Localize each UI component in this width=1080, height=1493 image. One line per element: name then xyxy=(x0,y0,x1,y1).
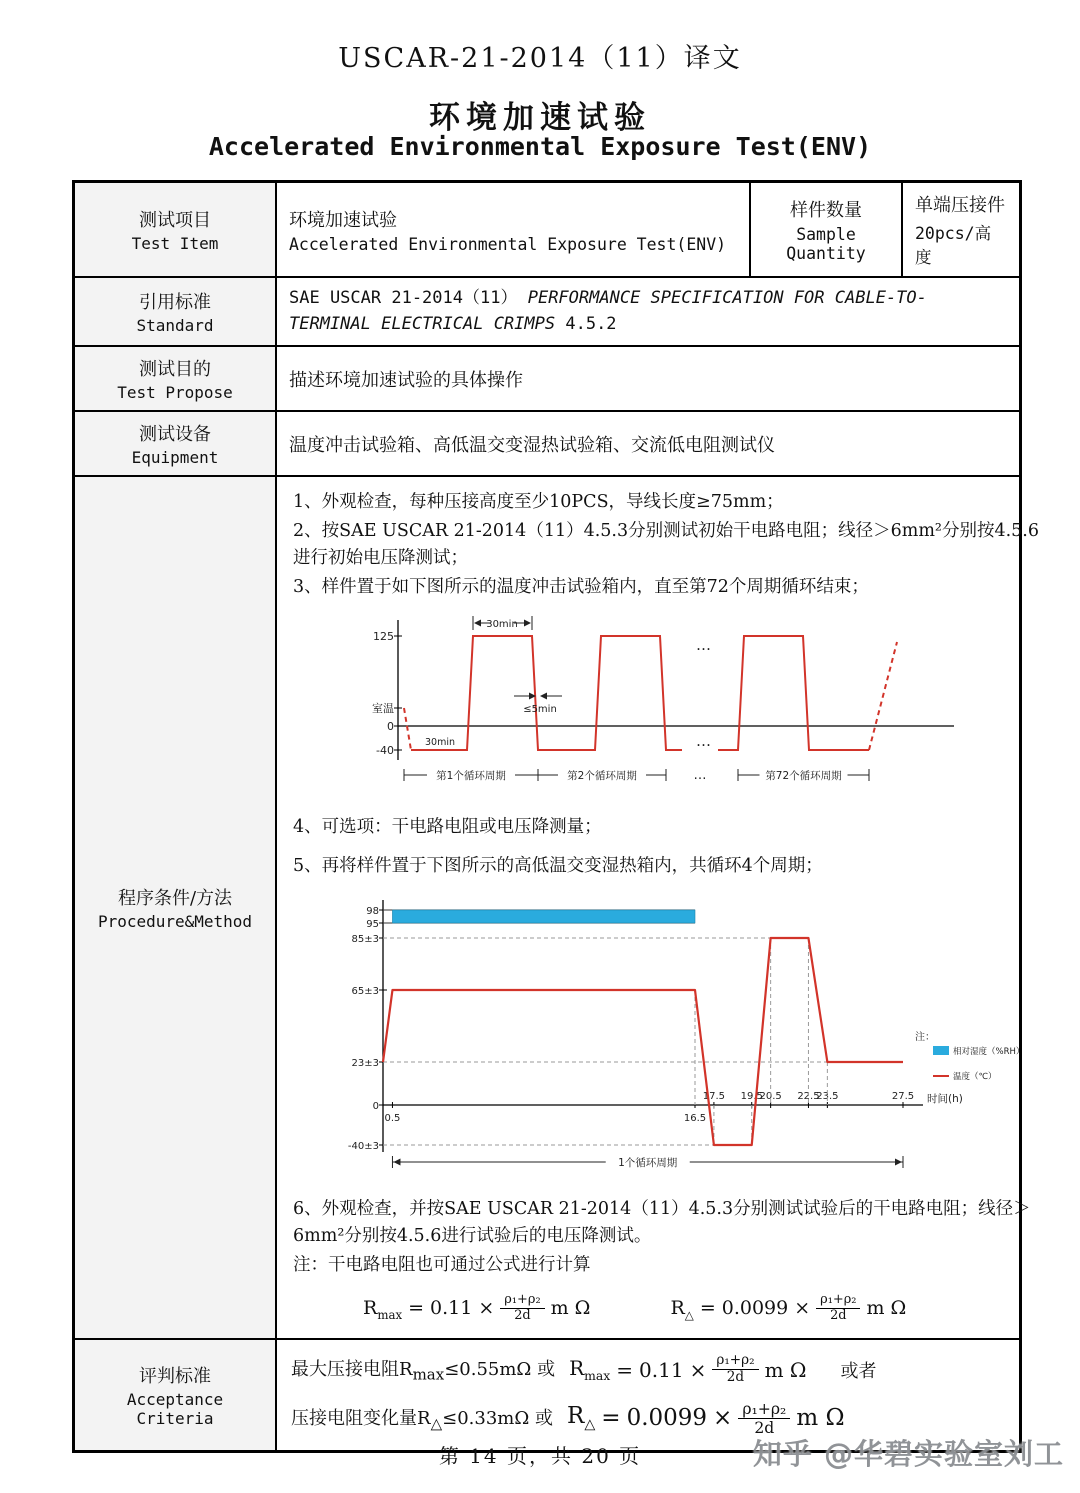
standard-value-prefix: SAE USCAR 21-2014（11） xyxy=(289,288,518,308)
standard-value xyxy=(289,286,1007,337)
procedure-step-5: 5、再将样件置于下图所示的高低温交变湿热箱内，共循环4个周期； xyxy=(293,855,823,876)
standard-value-clause: 4.5.2 xyxy=(565,313,617,334)
svg-text:17.5: 17.5 xyxy=(702,1090,726,1102)
formula-unit: m Ω xyxy=(866,1297,907,1320)
acceptance-label-en: Acceptance Criteria xyxy=(126,1390,224,1429)
test-item-value-zh: 环境加速试验 xyxy=(289,209,397,231)
row-standard xyxy=(75,276,1019,345)
formula-times: × xyxy=(478,1297,495,1320)
standard-value-cell xyxy=(275,278,1019,345)
humidity-cycle-chart xyxy=(343,890,1043,1175)
thermal-shock-chart xyxy=(348,608,968,793)
acceptance-label-cell xyxy=(75,1340,275,1450)
svg-text:65±3: 65±3 xyxy=(351,985,379,997)
acceptance-label-zh: 评判标准 xyxy=(139,1366,211,1388)
formula-lhs: $R_{max}$ xyxy=(569,1356,611,1384)
svg-text:…: … xyxy=(696,731,711,750)
equipment-value: 温度冲击试验箱、高低温交变湿热试验箱、交流低电阻测试仪 xyxy=(289,434,775,456)
test-item-label-en: Test Item xyxy=(131,234,219,253)
test-item-label-zh: 测试项目 xyxy=(139,210,211,231)
formula-equals: = xyxy=(601,1405,621,1432)
purpose-label-zh: 测试目的 xyxy=(139,359,211,380)
formula-unit: m Ω xyxy=(550,1297,591,1320)
page-number: 第 14 页，共 20 页 xyxy=(438,1444,642,1468)
svg-text:第1个循环周期: 第1个循环周期 xyxy=(436,769,506,782)
procedure-content-cell xyxy=(275,477,1053,1338)
acceptance-line1-text: 最大压接电阻$R_{max}\le 0.55m\Omega$ 或 xyxy=(291,1359,556,1384)
svg-text:温度（℃）: 温度（℃） xyxy=(953,1071,997,1082)
equipment-value-cell xyxy=(275,412,1019,475)
procedure-step-2: 2、按SAE USCAR 21-2014（11）4.5.3分别测试初始干电路电阻；线径＞6mm²分别按4.5.6进行初始电压降测试； xyxy=(293,521,1039,569)
acceptance-line1-suffix: 或者 xyxy=(840,1360,877,1382)
test-item-value-cell xyxy=(275,183,749,276)
formula-fraction: $\frac{\text{ρ₁+ρ₂}}{2d}$ xyxy=(816,1293,860,1324)
procedure-formulas xyxy=(363,1293,1043,1324)
formula-fraction: $\frac{\text{ρ₁+ρ₂}}{2d}$ xyxy=(500,1293,544,1324)
svg-text:30min: 30min xyxy=(486,618,518,630)
acceptance-line-1 xyxy=(291,1353,1005,1385)
sample-quantity-value-cell xyxy=(901,183,1019,276)
formula-unit: m Ω xyxy=(764,1357,807,1382)
svg-text:23±3: 23±3 xyxy=(351,1057,379,1069)
svg-text:0: 0 xyxy=(372,1100,379,1112)
page-title-en: Accelerated Environmental Exposure Test(ENV) xyxy=(208,132,872,161)
row-equipment xyxy=(75,410,1019,475)
acceptance-formula-rmax xyxy=(569,1353,806,1385)
standard-label-zh: 引用标准 xyxy=(139,292,211,313)
procedure-note: 注：干电路电阻也可通过公式进行计算 xyxy=(293,1255,591,1276)
sample-quantity-value-line2: 20pcs/高度 xyxy=(915,224,992,267)
svg-text:30min: 30min xyxy=(424,736,456,748)
formula-equals: = xyxy=(616,1357,634,1382)
sample-quantity-label-zh: 样件数量 xyxy=(790,200,862,221)
svg-text:-40±3: -40±3 xyxy=(347,1140,379,1152)
procedure-step-4: 4、可选项：干电路电阻或电压降测量； xyxy=(293,816,602,837)
formula-coef: 0.11 xyxy=(430,1297,473,1320)
formula-equals: = xyxy=(699,1297,716,1320)
spec-table xyxy=(72,180,1039,1453)
thermal-shock-chart-wrap xyxy=(348,608,1043,802)
svg-text:20.5: 20.5 xyxy=(759,1090,782,1102)
procedure-label-zh: 程序条件/方法 xyxy=(117,888,233,910)
svg-text:-40: -40 xyxy=(376,743,394,757)
svg-text:…: … xyxy=(693,767,707,783)
formula-coef: 0.0099 xyxy=(721,1297,789,1320)
svg-text:≤5min: ≤5min xyxy=(523,703,557,715)
equipment-label-zh: 测试设备 xyxy=(139,424,211,445)
svg-text:室温: 室温 xyxy=(372,701,394,715)
acceptance-line2-text: 压接电阻变化量$R_\triangle\le 0.33m\Omega$ 或 xyxy=(291,1407,553,1433)
formula-fraction: $\frac{\text{ρ₁+ρ₂}}{2d}$ xyxy=(712,1353,758,1385)
svg-text:相对湿度（%RH）: 相对湿度（%RH） xyxy=(953,1046,1025,1057)
svg-text:95: 95 xyxy=(366,918,379,930)
formula-coef: 0.11 xyxy=(639,1357,684,1382)
procedure-step-1: 1、外观检查，每种压接高度至少10PCS，导线长度≥75mm； xyxy=(293,492,784,512)
doc-title: USCAR-21-2014（11）译文 xyxy=(338,43,742,74)
test-item-label-cell xyxy=(75,183,275,276)
svg-text:16.5: 16.5 xyxy=(683,1112,707,1124)
formula-times: × xyxy=(689,1357,707,1382)
standard-value-title: PERFORMANCE SPECIFICATION FOR CABLE-TO-TERMINAL ELECTRICAL CRIMPS xyxy=(289,288,927,334)
test-item-value-en: Accelerated Environmental Exposure Test(ENV) xyxy=(289,234,727,254)
row-purpose xyxy=(75,345,1019,410)
formula-fraction: $\frac{\text{ρ₁+ρ₂}}{2d}$ xyxy=(738,1400,790,1437)
svg-text:125: 125 xyxy=(373,629,394,643)
svg-text:19.5: 19.5 xyxy=(740,1090,763,1102)
svg-text:85±3: 85±3 xyxy=(351,933,379,945)
procedure-step-6: 6、外观检查，并按SAE USCAR 21-2014（11）4.5.3分别测试试验后的干电路电阻；线径＞6mm²分别按4.5.6进行试验后的电压降测试。 xyxy=(293,1199,1031,1247)
svg-text:98: 98 xyxy=(366,905,379,917)
formula-times: × xyxy=(713,1405,733,1432)
row-procedure xyxy=(75,475,1039,1338)
procedure-step-3: 3、样件置于如下图所示的温度冲击试验箱内，直至第72个周期循环结束； xyxy=(293,577,869,598)
procedure-label-cell xyxy=(75,477,275,1338)
sample-quantity-label-cell xyxy=(749,183,901,276)
svg-text:22.5: 22.5 xyxy=(797,1090,820,1102)
equipment-label-en: Equipment xyxy=(131,448,219,467)
sample-quantity-value-line1: 单端压接件 xyxy=(915,195,1005,216)
standard-label-cell xyxy=(75,278,275,345)
svg-text:0: 0 xyxy=(387,719,394,733)
watermark: 知乎 @华碧实验室刘工 xyxy=(752,1437,1064,1471)
formula-equals: = xyxy=(408,1297,425,1320)
formula-times: × xyxy=(794,1297,811,1320)
svg-text:1个循环周期: 1个循环周期 xyxy=(618,1156,678,1169)
svg-text:第2个循环周期: 第2个循环周期 xyxy=(567,769,637,782)
page-title-zh: 环境加速试验 xyxy=(429,100,651,136)
standard-label-en: Standard xyxy=(136,316,214,335)
formula-lhs: $R_{max}$ xyxy=(363,1296,403,1322)
sample-quantity-label-en: Sample Quantity xyxy=(786,225,866,263)
formula-lhs: $R_\triangle$ xyxy=(566,1403,596,1434)
row-test-item xyxy=(75,183,1019,276)
purpose-value-cell xyxy=(275,347,1019,410)
svg-text:0.5: 0.5 xyxy=(384,1112,401,1124)
svg-text:…: … xyxy=(696,635,711,654)
svg-text:时间(h): 时间(h) xyxy=(927,1092,963,1105)
formula-coef: 0.0099 xyxy=(626,1405,708,1432)
formula-unit: m Ω xyxy=(796,1405,845,1432)
svg-text:27.5: 27.5 xyxy=(891,1090,915,1102)
formula-lhs: $R_\triangle$ xyxy=(670,1296,694,1322)
svg-text:第72个循环周期: 第72个循环周期 xyxy=(765,769,842,782)
formula-rdelta xyxy=(670,1293,906,1324)
equipment-label-cell xyxy=(75,412,275,475)
purpose-label-cell xyxy=(75,347,275,410)
purpose-value: 描述环境加速试验的具体操作 xyxy=(289,369,523,391)
humidity-cycle-chart-wrap xyxy=(343,890,1043,1184)
formula-rmax xyxy=(363,1293,590,1324)
procedure-label-en: Procedure&Method xyxy=(97,912,253,932)
svg-text:注：: 注： xyxy=(915,1031,935,1043)
svg-text:23.5: 23.5 xyxy=(816,1090,839,1102)
purpose-label-en: Test Propose xyxy=(117,383,233,402)
